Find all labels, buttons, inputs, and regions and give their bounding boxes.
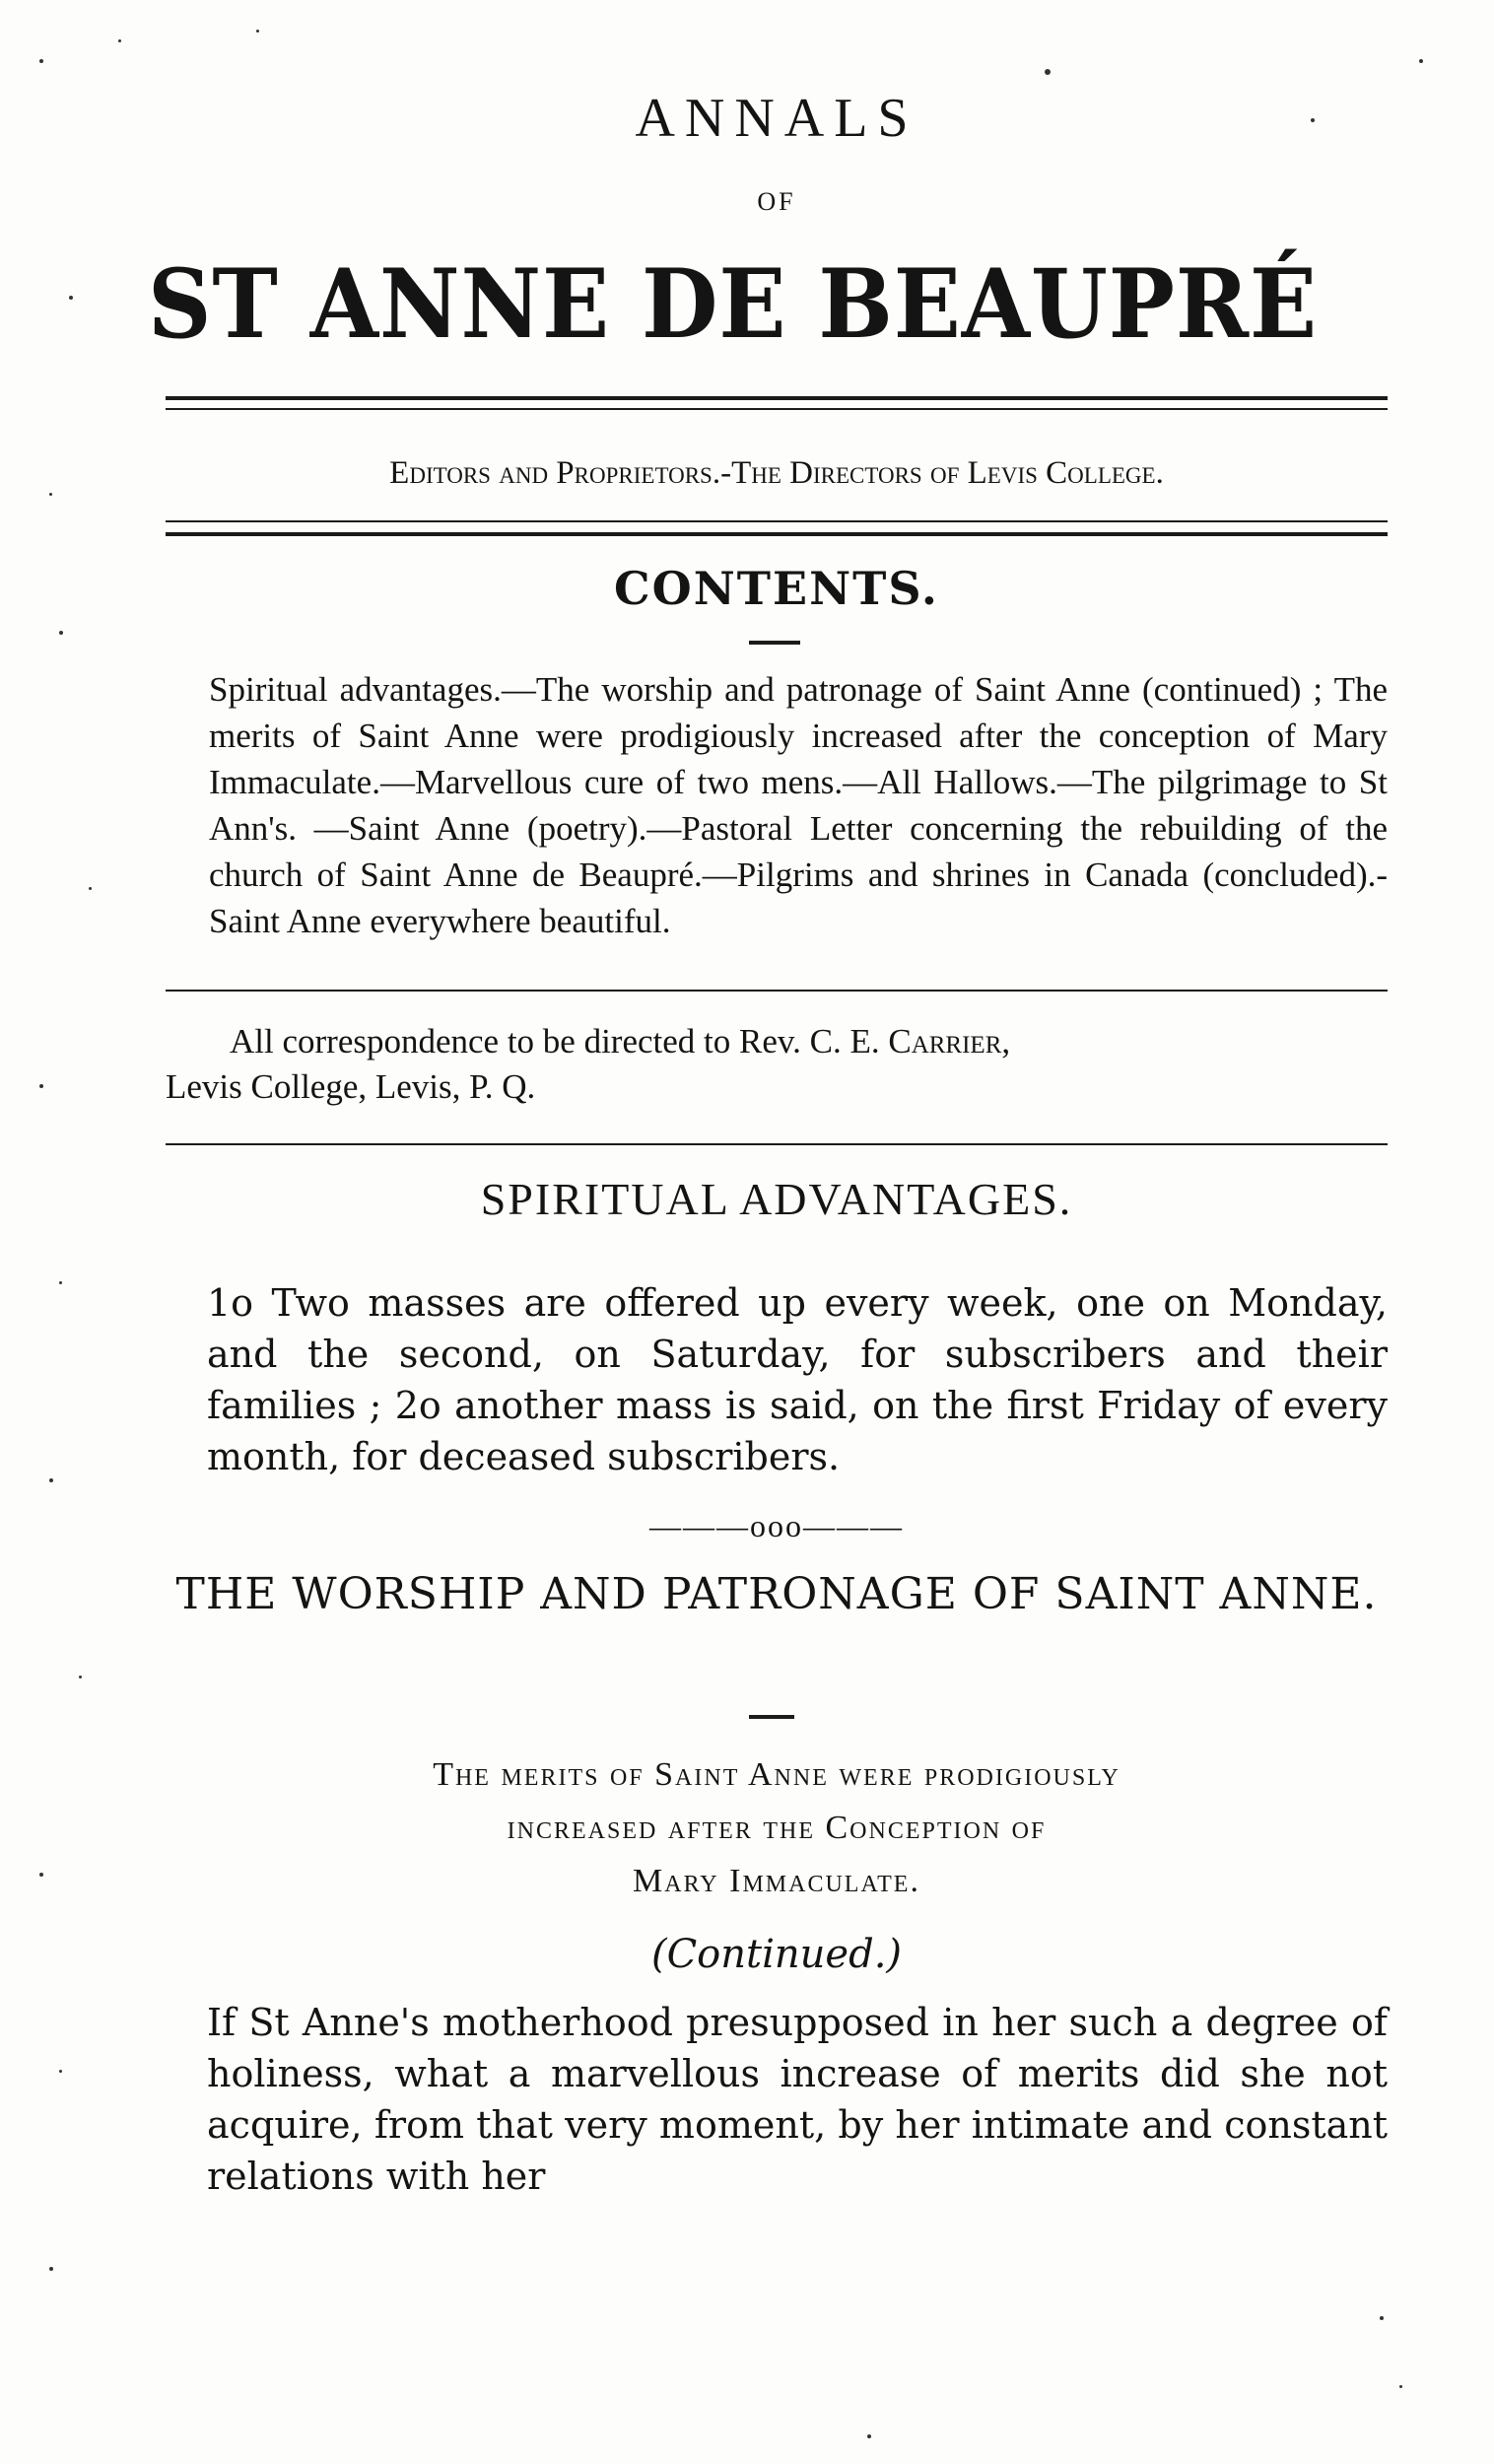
header-rule-bottom: [166, 532, 1388, 536]
correspondence-address: Levis College, Levis, P. Q.: [166, 1067, 536, 1106]
editors-line: Editors and Proprietors.-The Directors of Levis College.: [389, 455, 1164, 491]
correspondence-rule: [166, 1143, 1388, 1145]
spiritual-heading: SPIRITUAL ADVANTAGES.: [480, 1174, 1073, 1224]
masthead-of: OF: [757, 187, 796, 216]
merits-line-2: increased after the Conception of: [507, 1810, 1047, 1846]
spiritual-text: 1o Two masses are offered up every week, one on Monday, and the second, on Saturday, for subscribers and their families ; 2o another mass is said, on the first Friday of every month, for deceased subscribers.: [207, 1281, 1388, 1478]
correspondence-line: All correspondence to be directed to Rev. C. E. Carrier,: [230, 1022, 1011, 1061]
correspondence-note: [166, 1019, 1388, 1110]
correspondence-name: Carrier,: [888, 1022, 1011, 1061]
spiritual-paragraph: [166, 1277, 1388, 1482]
header-rule-top-thin: [166, 408, 1388, 410]
worship-dash: [749, 1715, 794, 1719]
merits-subheading: [166, 1748, 1388, 1908]
contents-list: [166, 666, 1388, 944]
contents-dash: [749, 641, 800, 645]
body-paragraph: [166, 1997, 1388, 2202]
merits-line-1: The merits of Saint Anne were prodigiously: [433, 1756, 1120, 1793]
contents-heading: CONTENTS.: [614, 562, 939, 615]
body-text: If St Anne's motherhood presupposed in her such a degree of holiness, what a marvellous increase of merits did she not acquire, from that very moment, by her intimate and constant relations with her: [207, 2001, 1388, 2198]
section-separator: ———ooo———: [649, 1508, 904, 1543]
worship-heading: THE WORSHIP AND PATRONAGE OF SAINT ANNE.: [175, 1569, 1378, 1619]
masthead-annals: ANNALS: [635, 88, 918, 149]
contents-rule: [166, 990, 1388, 992]
masthead-title: ST ANNE DE BEAUPRÉ: [148, 248, 1318, 360]
merits-line-3: Mary Immaculate.: [633, 1863, 920, 1899]
header-rule-bottom-thin: [166, 520, 1388, 522]
header-rule-top: [166, 396, 1388, 400]
continued-label: (Continued.): [650, 1932, 903, 1977]
contents-text: Spiritual advantages.—The worship and patronage of Saint Anne (continued) ; The merits of Saint Anne were prodigiously increased after the conception of Mary Immaculate.—Marvellous cure of two mens.—All Hallows.—The pilgrimage to St Ann's. —Saint Anne (poetry).—Pastoral Letter concerning the rebuilding of the church of Saint Anne de Beaupré.—Pilgrims and shrines in Canada (concluded).-Saint Anne everywhere beautiful.: [209, 670, 1388, 940]
